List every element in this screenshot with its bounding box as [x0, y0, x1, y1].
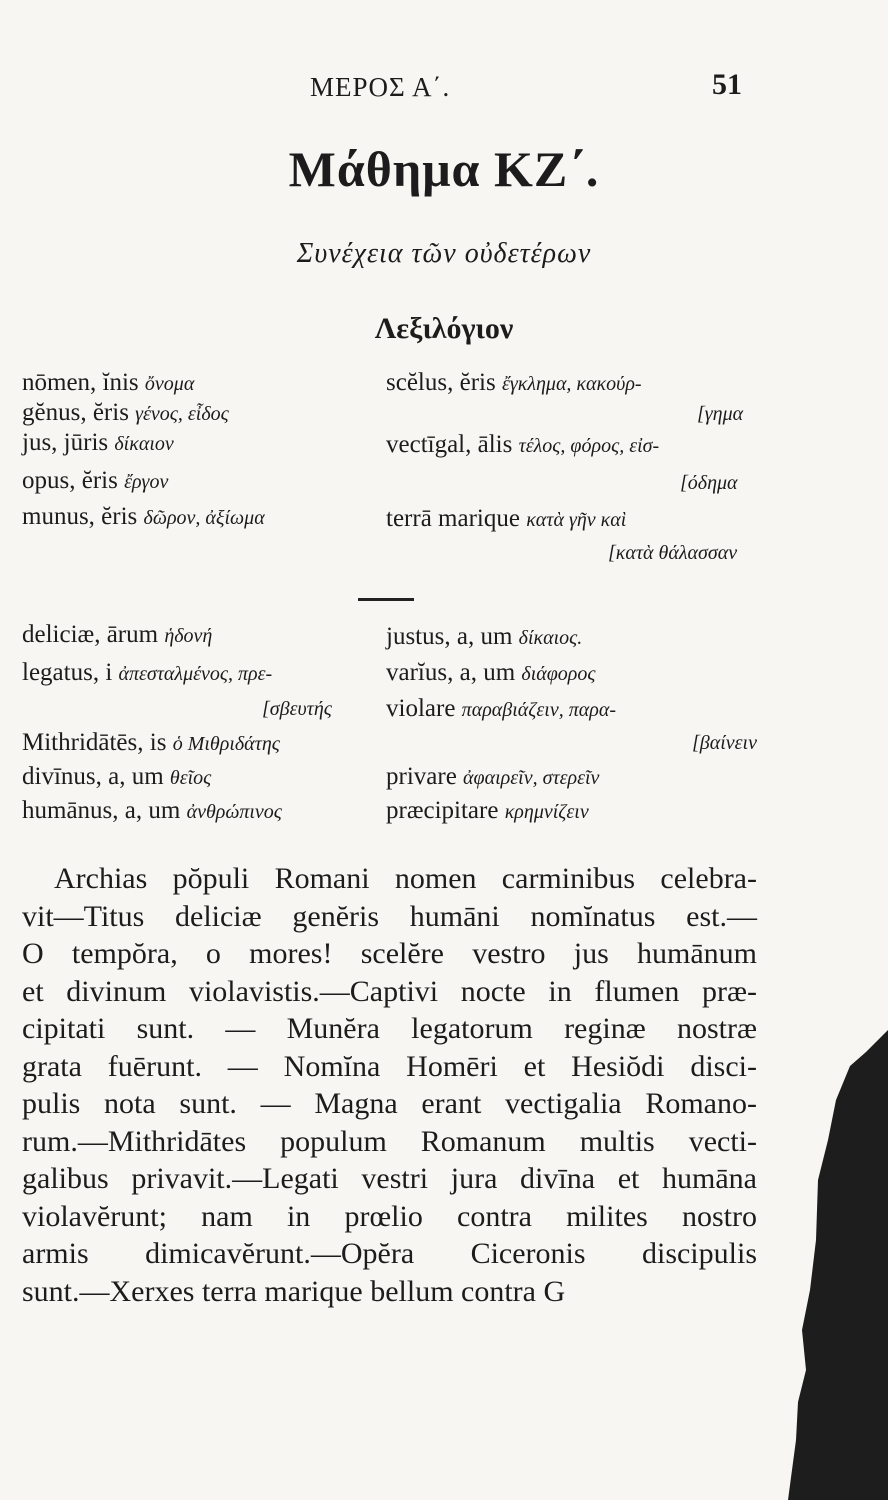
- exercise-paragraph: [22, 860, 757, 1310]
- vocabulary-heading: Λεξιλόγιον: [374, 312, 514, 345]
- vocab-entry: [386, 368, 642, 399]
- vocab-entry: [386, 622, 582, 653]
- vocab-entry: [386, 504, 626, 535]
- greek-gloss-continuation: [κατὰ θάλασσαν: [608, 542, 738, 564]
- latin-word: terrā marique: [386, 505, 520, 532]
- latin-word: varĭus, a, um: [386, 659, 516, 686]
- greek-gloss: ἀπεσταλμένος, πρε-: [118, 663, 273, 685]
- torn-page-edge: [788, 1030, 888, 1500]
- greek-gloss: θεῖος: [169, 767, 212, 789]
- latin-word: jus, jūris: [22, 429, 109, 456]
- greek-gloss-continuation: [σβευτής: [262, 698, 332, 720]
- latin-word: humānus, a, um: [22, 797, 181, 824]
- greek-gloss: ὁ Μιθριδάτης: [172, 733, 280, 755]
- greek-gloss: δῶρον, ἀξίωμα: [143, 507, 265, 529]
- section-divider: [358, 598, 414, 601]
- paragraph-line: rum.—Mithridātes populum Romanum multis vecti-: [22, 1124, 757, 1158]
- greek-gloss: κατὰ γῆν καὶ: [526, 509, 627, 531]
- latin-word: violare: [386, 695, 456, 722]
- paragraph-line: grata fuērunt. — Nomĭna Homēri et Hesiŏdi disci-: [22, 1049, 757, 1083]
- vocab-entry: [386, 658, 596, 689]
- greek-gloss: διάφορος: [521, 663, 596, 685]
- greek-gloss-continuation: [βαίνειν: [692, 732, 757, 754]
- paragraph-line: O tempŏra, o mores! scelĕre vestro jus humānum: [22, 937, 757, 970]
- lesson-subtitle: Συνέχεια τῶν οὐδετέρων: [296, 238, 592, 269]
- paragraph-line: violavĕrunt; nam in prœlio contra milites nostro: [22, 1199, 757, 1233]
- vocab-entry: [22, 796, 282, 827]
- latin-word: nōmen, ĭnis: [22, 369, 139, 396]
- latin-word: justus, a, um: [386, 623, 513, 650]
- latin-word: vectīgal, ālis: [386, 431, 513, 458]
- vocab-entry: [22, 658, 272, 689]
- greek-gloss: ἀφαιρεῖν, στερεῖν: [463, 767, 600, 789]
- greek-gloss: ἡδονή: [164, 625, 213, 647]
- greek-gloss: δίκαιος.: [518, 627, 583, 649]
- latin-word: deliciæ, ārum: [22, 621, 159, 648]
- greek-gloss: ἀνθρώπινος: [186, 801, 282, 823]
- vocab-entry: [386, 796, 589, 827]
- latin-word: privare: [386, 763, 457, 790]
- paragraph-line: sunt.—Xerxes terra marique bellum contra G: [22, 1274, 566, 1308]
- greek-gloss: ὄνομα: [144, 373, 195, 395]
- paragraph-line: cipitati sunt. — Munĕra legatorum reginæ nostræ: [22, 1012, 757, 1045]
- greek-gloss-continuation: [όδημα: [680, 472, 738, 494]
- greek-gloss: ἔργον: [124, 471, 169, 493]
- greek-gloss-continuation: [γημα: [697, 403, 744, 425]
- paragraph-line: galibus privavit.—Legati vestri jura divīna et humāna: [22, 1162, 757, 1195]
- vocab-entry: [22, 368, 194, 399]
- greek-gloss: κρημνίζειν: [504, 801, 589, 823]
- greek-gloss: δίκαιον: [114, 433, 174, 455]
- vocab-entry: [22, 762, 211, 793]
- greek-gloss: γένος, εἶδος: [135, 403, 229, 425]
- vocab-entry: [386, 430, 659, 461]
- paragraph-line: pulis nota sunt. — Magna erant vectigalia Romano-: [22, 1087, 757, 1120]
- page-number: 51: [712, 68, 742, 101]
- lesson-title: Μάθημα ΚΖ΄.: [288, 141, 600, 197]
- paragraph-line: et divinum violavistis.—Captivi nocte in flumen præ-: [22, 974, 757, 1008]
- latin-word: divīnus, a, um: [22, 763, 164, 790]
- latin-word: opus, ĕris: [22, 467, 118, 494]
- paragraph-line: Archias pŏpuli Romani nomen carminibus celebra-: [54, 862, 757, 895]
- vocab-entry: [22, 428, 174, 459]
- running-header: ΜΕΡΟΣ Α΄.: [310, 72, 451, 102]
- latin-word: gĕnus, ĕris: [22, 399, 129, 426]
- paragraph-line: armis dimicavĕrunt.—Opĕra Ciceronis discipulis: [22, 1237, 757, 1270]
- vocab-entry: [386, 762, 599, 793]
- greek-gloss: ἔγκλημα, κακούρ-: [501, 373, 642, 395]
- vocab-entry: [22, 466, 168, 497]
- greek-gloss: τέλος, φόρος, εἰσ-: [518, 435, 660, 457]
- latin-word: Mithridātēs, is: [22, 729, 167, 756]
- vocab-entry: [22, 620, 212, 651]
- vocab-entry: [386, 694, 616, 725]
- latin-word: præcipitare: [386, 797, 499, 824]
- vocab-entry: [22, 398, 229, 429]
- paragraph-line: vit—Titus deliciæ genĕris humāni nomĭnatus est.—: [22, 899, 757, 933]
- greek-gloss: παραβιάζειν, παρα-: [461, 699, 616, 721]
- latin-word: munus, ĕris: [22, 503, 138, 530]
- latin-word: scĕlus, ĕris: [386, 369, 496, 396]
- vocab-entry: [22, 502, 265, 533]
- vocab-entry: [22, 728, 280, 759]
- latin-word: legatus, i: [22, 659, 113, 686]
